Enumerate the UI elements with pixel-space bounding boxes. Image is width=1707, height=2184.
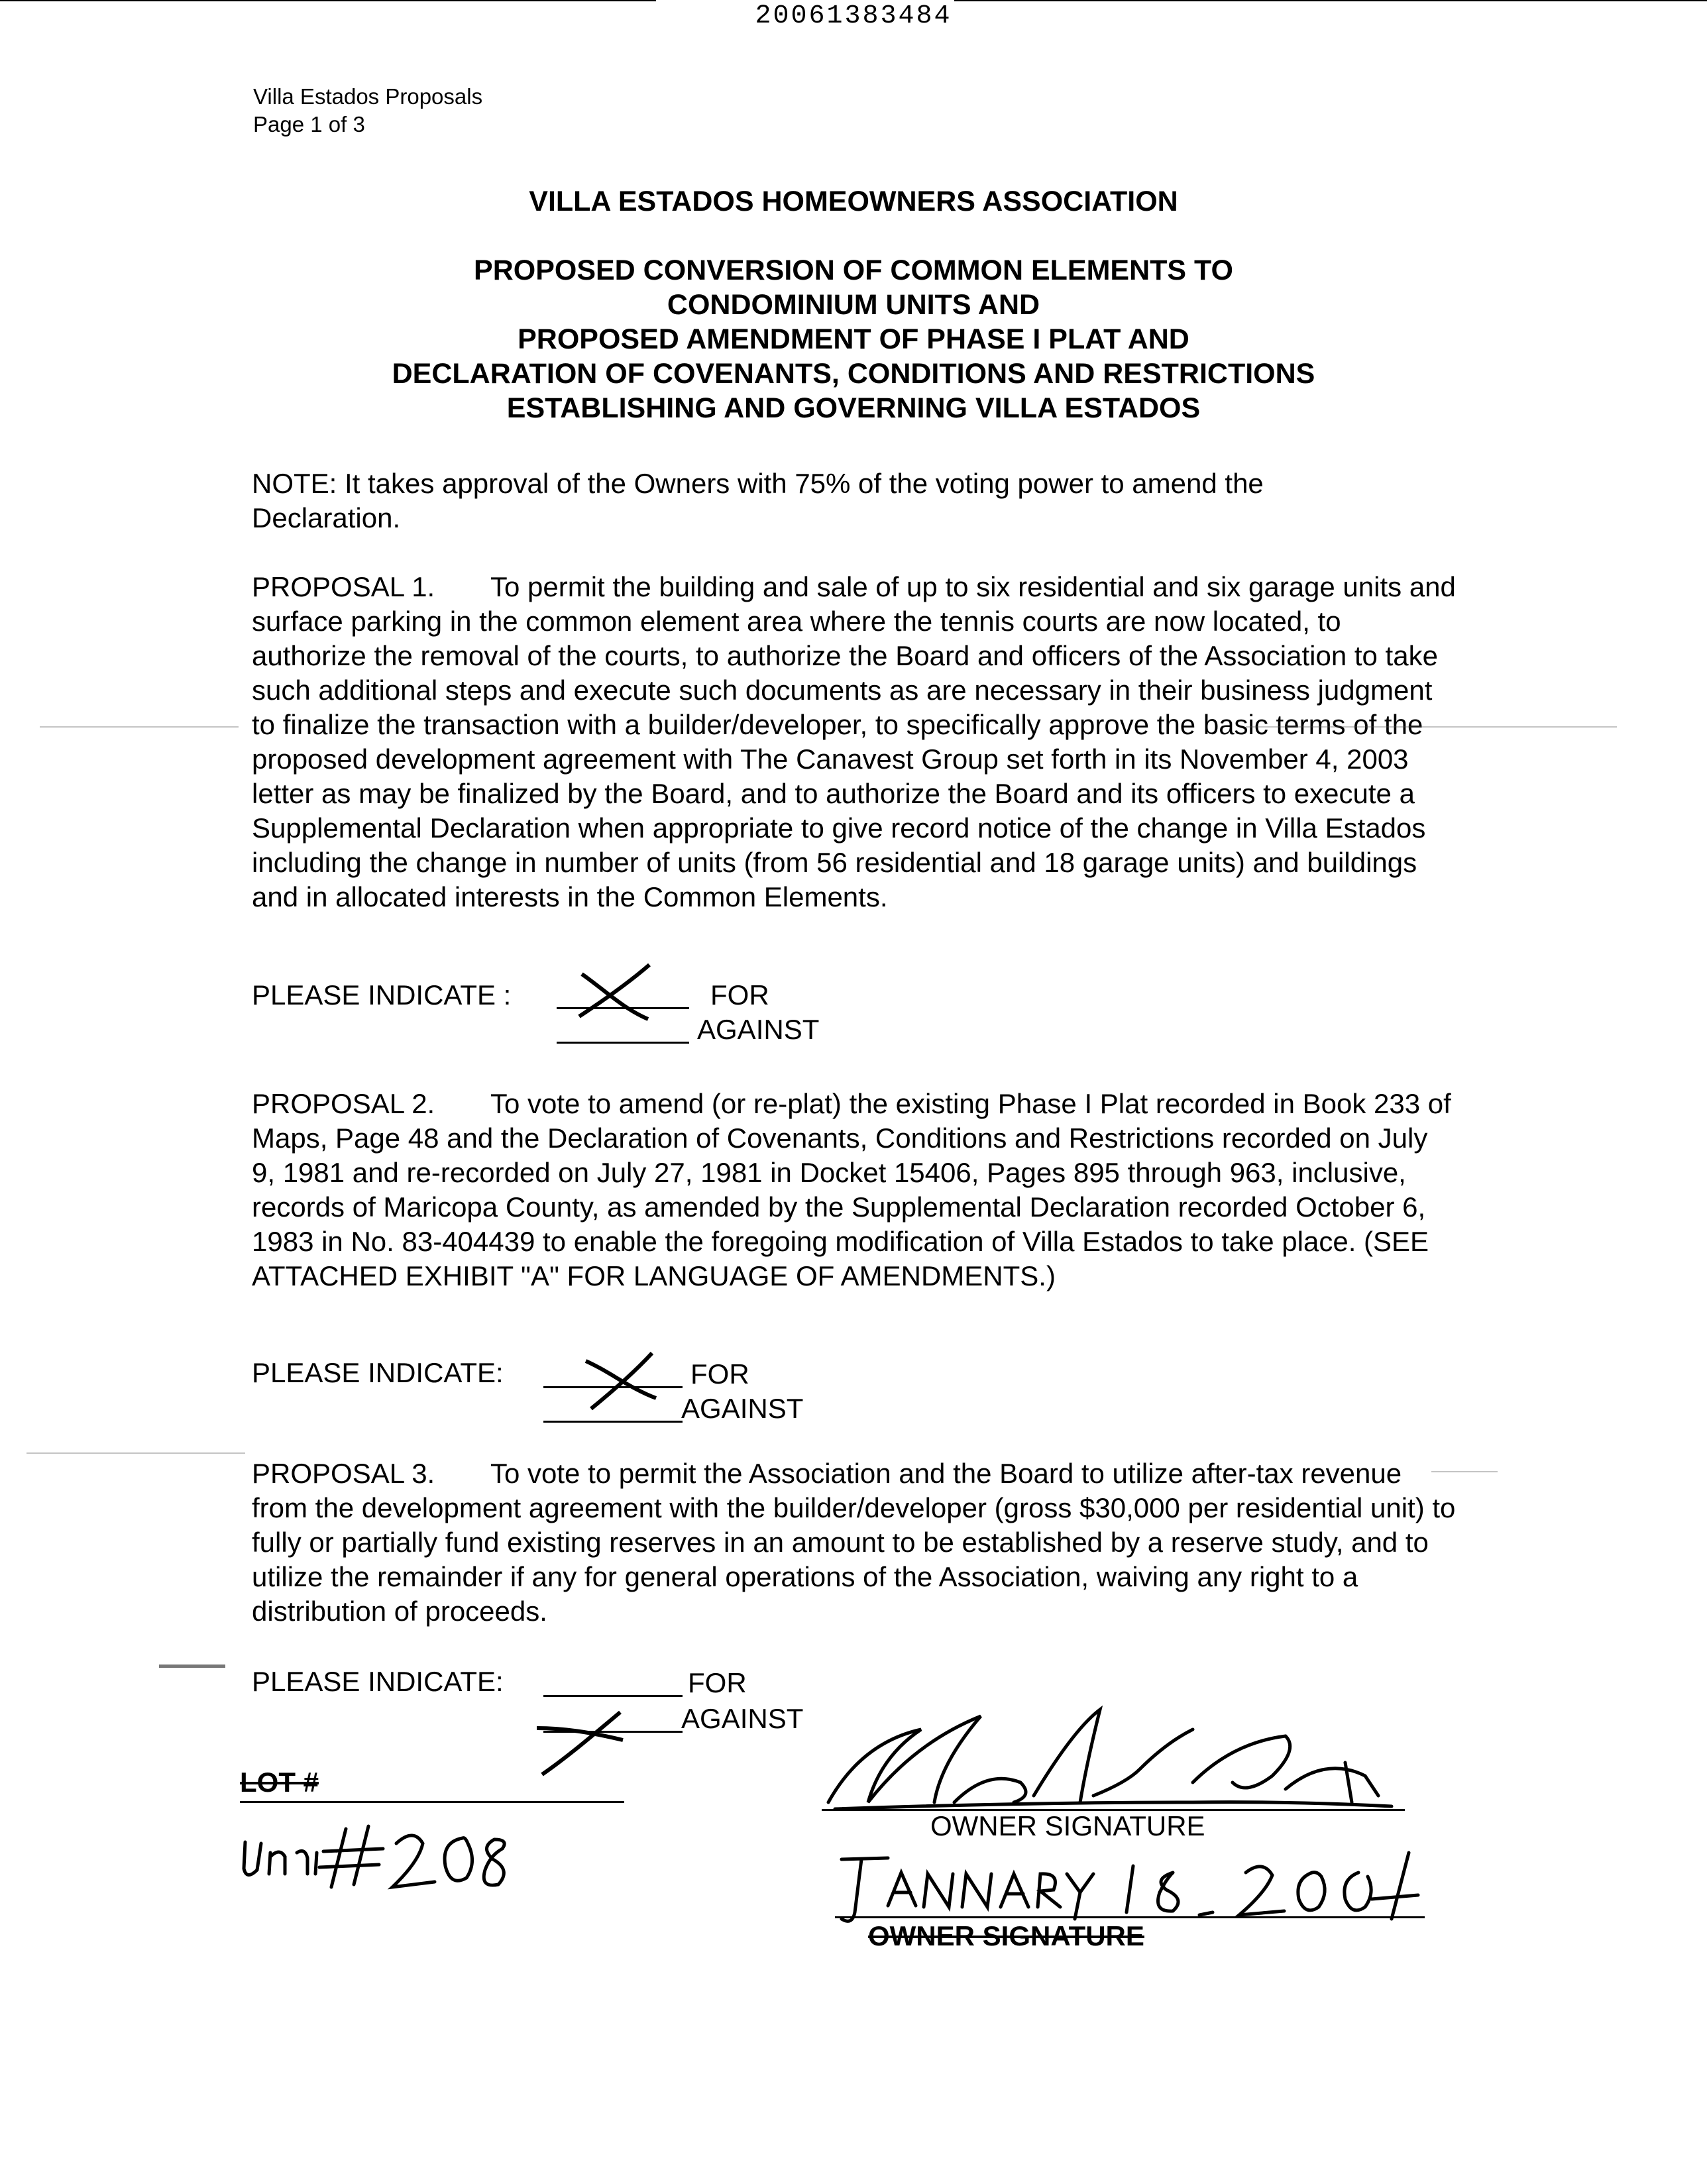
proposal-2-label: PROPOSAL 2. — [252, 1088, 435, 1119]
proposal-1-indicate-label: PLEASE INDICATE : — [252, 979, 512, 1010]
title-line-5: ESTABLISHING AND GOVERNING VILLA ESTADOS — [506, 392, 1201, 424]
header-doc-title: Villa Estados Proposals — [253, 84, 483, 109]
header-page-number: Page 1 of 3 — [253, 112, 365, 136]
proposal-3-for-label: FOR — [688, 1667, 747, 1698]
proposal-2-checkmark-x — [583, 1352, 663, 1415]
title-line-3: PROPOSED AMENDMENT OF PHASE I PLAT AND — [518, 323, 1189, 355]
unit-number-handwriting — [239, 1809, 517, 1898]
scan-noise-line — [40, 726, 239, 728]
title-line-2: CONDOMINIUM UNITS AND — [667, 289, 1040, 321]
scan-noise-line — [1246, 726, 1617, 728]
proposal-1-for-label: FOR — [710, 979, 769, 1010]
proposal-3-text: To vote to permit the Association and the Board to utilize after-tax revenue from the development agreement with the builder/developer (gross $30,000 per residential unit) to fully or partially fund existing reserves in an amount to be established by a reserve study, and to utilize the remainder if any for general operations of the Association, waiving any right to a distribution of proceeds. — [252, 1458, 1456, 1627]
proposal-3-paragraph — [252, 1456, 1458, 1629]
note-paragraph: NOTE: It takes approval of the Owners with 75% of the voting power to amend the Declaration. — [252, 468, 1264, 533]
title-line-1: PROPOSED CONVERSION OF COMMON ELEMENTS TO — [474, 254, 1233, 286]
scan-noise-line — [27, 1452, 245, 1454]
proposal-1-text: To permit the building and sale of up to six residential and six garage units and surface parking in the common element area where the tennis courts are now located, to authorize the removal of the courts, to authorize the Board and officers of the Association to take such additional steps and execute such documents as are necessary in their business judgment to finalize the transaction with a builder/developer, to specifically approve the basic terms of the proposed development agreement with The Canavest Group set forth in its November 4, 2003 letter as may be finalized by the Board, and to authorize the Board and its officers to execute a Supplemental Declaration when appropriate to give record notice of the change in Villa Estados including the change in number of units (from 56 residential and 18 garage units) and buildings and in allocated interests in the Common Elements. — [252, 571, 1456, 912]
association-name: VILLA ESTADOS HOMEOWNERS ASSOCIATION — [529, 186, 1178, 217]
proposal-1-against-blank[interactable] — [557, 1042, 689, 1044]
date-line[interactable] — [835, 1916, 1425, 1918]
proposal-2-for-label: FOR — [690, 1358, 749, 1390]
scan-noise-line — [159, 1665, 225, 1668]
owner-signature-label: OWNER SIGNATURE — [930, 1810, 1205, 1841]
proposal-2-paragraph — [252, 1087, 1458, 1293]
proposal-3-label: PROPOSAL 3. — [252, 1458, 435, 1489]
proposal-3-for-blank[interactable] — [543, 1695, 683, 1697]
lot-number-label-struck: LOT # — [240, 1767, 319, 1798]
proposal-3-indicate-label: PLEASE INDICATE: — [252, 1666, 504, 1697]
document-number: 20061383484 — [755, 1, 952, 31]
proposal-2-indicate-label: PLEASE INDICATE: — [252, 1357, 504, 1388]
proposal-1-checkmark-x — [577, 962, 656, 1025]
proposal-1-label: PROPOSAL 1. — [252, 571, 435, 602]
lot-number-line[interactable] — [240, 1801, 624, 1803]
proposal-1-against-label: AGAINST — [697, 1014, 820, 1045]
proposal-1-paragraph — [252, 570, 1458, 914]
proposal-2-against-blank[interactable] — [543, 1421, 683, 1423]
proposal-2-against-label: AGAINST — [681, 1393, 804, 1424]
proposal-2-text: To vote to amend (or re-plat) the existing Phase I Plat recorded in Book 233 of Maps, Page 48 and the Declaration of Covenants, Conditions and Restrictions recorded on July 9, 1981 and re-recorded on July 27, 1981 in Docket 15406, Pages 895 through 963, inclusive, records of Maricopa County, as amended by the Supplemental Declaration recorded October 6, 1983 in No. 83-404439 to enable the foregoing modification of Villa Estados to take place. (SEE ATTACHED EXHIBIT "A" FOR LANGUAGE OF AMENDMENTS.) — [252, 1088, 1451, 1291]
owner-signature-handwriting — [822, 1703, 1405, 1826]
second-signature-label-struck: OWNER SIGNATURE — [868, 1920, 1144, 1951]
proposal-3-checkmark-x — [530, 1706, 630, 1782]
title-line-4: DECLARATION OF COVENANTS, CONDITIONS AND RESTRICTIONS — [392, 358, 1315, 390]
proposal-3-against-label: AGAINST — [681, 1703, 804, 1734]
